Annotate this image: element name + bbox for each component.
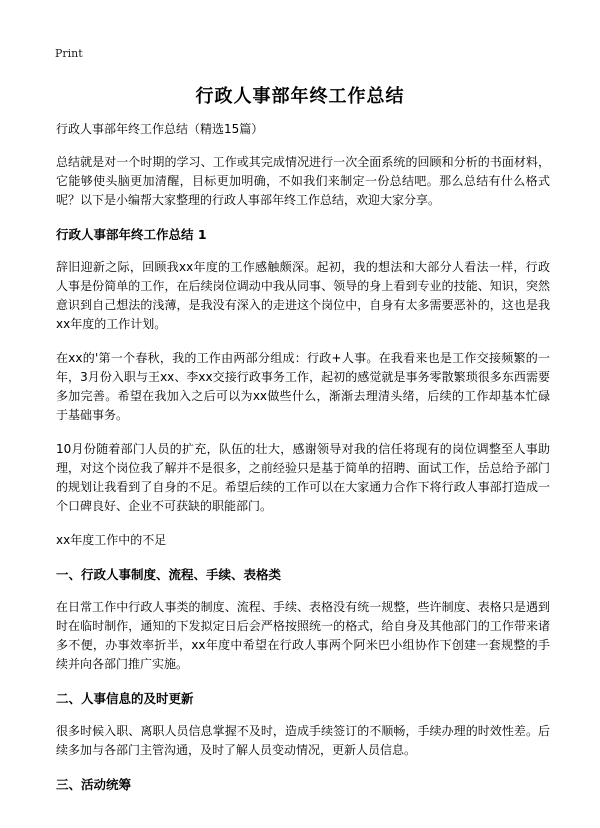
section-heading: 行政人事部年终工作总结 1	[56, 227, 207, 242]
body-paragraph: 很多时候入职、离职人员信息掌握不及时，造成手续签订的不顺畅，手续办理的时效性差。后续多加与各部门主管沟通，及时了解人员变动情况，更新人员信息。	[56, 724, 550, 757]
intro-paragraph: 总结就是对一个时期的学习、工作或其完成情况进行一次全面系统的回顾和分析的书面材料，它能够使头脑更加清醒，目标更加明确，不如我们来制定一份总结吧。那么总结有什么格式呢？以下是小编帮大家整理的行政人事部年终工作总结，欢迎大家分享。	[56, 155, 550, 207]
section-heading: 三、活动统筹	[56, 777, 132, 792]
body-paragraph: 在xx的'第一个春秋，我的工作由两部分组成：行政+人事。在我看来也是工作交接频繁的一年，3月份入职与王xx、李xx交接行政事务工作，起初的感觉就是事务零散繁琐很多东西需要多加完善。希望在我加入之后可以为xx做些什么，渐渐去理清头绪，后续的工作却基本忙碌于基础事务。	[56, 351, 550, 422]
section-heading: 二、人事信息的及时更新	[56, 691, 194, 706]
body-paragraph: 在日常工作中行政人事类的制度、流程、手续、表格没有统一规整，些许制度、表格只是遇到时在临时制作，通知的下发拟定日后会严格按照统一的格式，给自身及其他部门的工作带来诸多不便，办事效率折半，xx年度中希望在行政人事两个阿米巴小组协作下创建一套规整的手续并向各部门推广实施。	[56, 600, 550, 671]
document-body	[56, 120, 550, 808]
body-paragraph: xx年度工作中的不足	[56, 533, 167, 547]
body-paragraph: 10月份随着部门人员的扩充，队伍的壮大，感谢领导对我的信任将现有的岗位调整至人事助理，对这个岗位我了解并不是很多，之前经验只是基于简单的招聘、面试工作，岳总给予部门的规划让我看到了自身的不足。希望后续的工作可以在大家通力合作下将行政人事部打造成一个口碑良好、企业不可获缺的职能部门。	[56, 442, 550, 513]
body-paragraph: 辞旧迎新之际，回顾我xx年度的工作感触颇深。起初，我的想法和大部分人看法一样，行政人事是份简单的工作，在后续岗位调动中我从同事、领导的身上看到专业的技能、知识，突然意识到自己想法的浅薄，是我没有深入的走进这个岗位中，自身有太多需要恶补的，这也是我xx年度的工作计划。	[56, 260, 550, 331]
document-subtitle: 行政人事部年终工作总结（精选15篇）	[56, 122, 264, 136]
section-heading: 一、行政人事制度、流程、手续、表格类	[56, 567, 282, 582]
page-title: 行政人事部年终工作总结	[195, 86, 405, 107]
print-link[interactable]: Print	[55, 47, 83, 60]
